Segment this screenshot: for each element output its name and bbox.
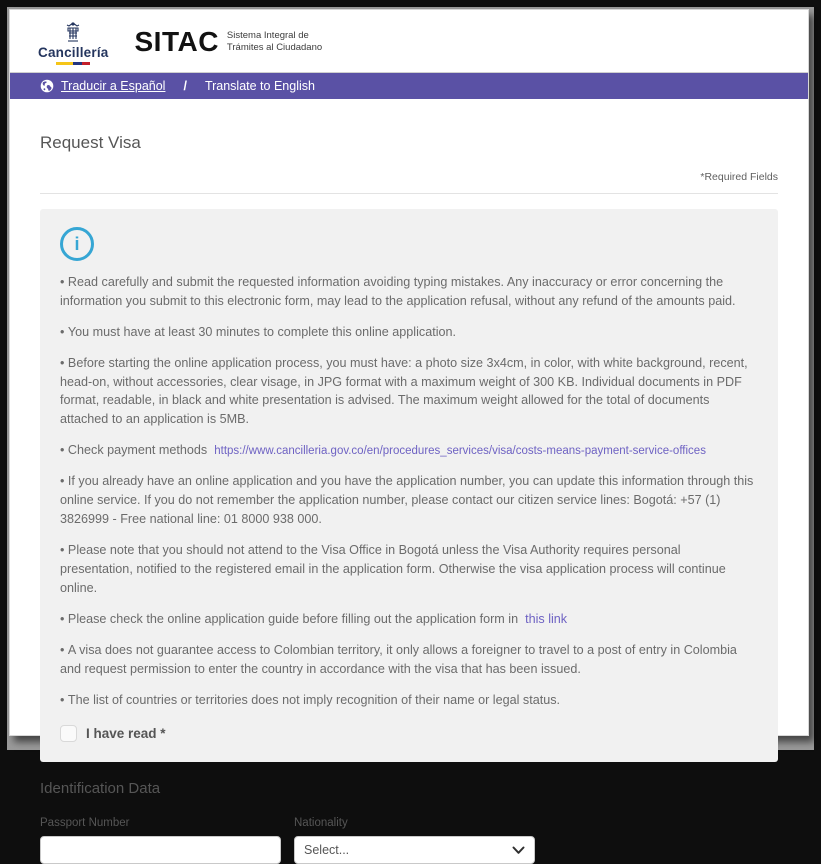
info-bullet: • Please note that you should not attend to the Visa Office in Bogotá unless the Visa Authority requires personal presentation, notified to the registered email in the application form. Otherwise the visa application process will continue online. xyxy=(58,541,756,598)
sitac-tagline: Sistema Integral de Trámites al Ciudadano xyxy=(226,29,323,53)
i-have-read-row xyxy=(60,725,756,742)
cancilleria-logo[interactable] xyxy=(38,20,109,65)
info-bullet-list xyxy=(58,273,756,709)
main-content xyxy=(10,133,808,864)
info-bullet: • A visa does not guarantee access to Colombian territory, it only allows a foreigner to travel to a post of entry in Colombia and request permission to enter the country in accordance with the visa that has been issued. xyxy=(58,641,756,679)
sitac-wordmark: SITAC xyxy=(134,26,219,57)
translate-separator: / xyxy=(183,79,187,93)
info-bullet: • Before starting the online application process, you must have: a photo size 3x4cm, in color, with white background, recent, head-on, without accessories, clear visage, in JPG format with a maximum weight of 300 KB. Individual documents in PDF format, readable, in black and white presentation is advised. The maximum weight allowed for the total of documents attached to an application is 5MB. xyxy=(58,354,756,430)
required-fields-note: *Required Fields xyxy=(700,171,778,183)
info-bullet: • The list of countries or territories does not imply recognition of their name or legal status. xyxy=(58,691,756,710)
translate-to-english-link[interactable]: Translate to English xyxy=(204,79,315,93)
passport-number-input[interactable] xyxy=(40,836,281,864)
info-bullet: • Check payment methods https://www.cancilleria.gov.co/en/procedures_services/visa/costs-means-payment-service-offices xyxy=(58,441,756,460)
info-bullet: • Read carefully and submit the requested information avoiding typing mistakes. Any inaccuracy or error concerning the information you submit to this electronic form, may lead to the application refusal, without any refund of the amounts paid. xyxy=(58,273,756,311)
visa-request-page xyxy=(9,9,809,858)
i-have-read-checkbox[interactable] xyxy=(60,725,77,742)
identification-form-row xyxy=(40,817,778,864)
passport-number-label: Passport Number xyxy=(40,817,130,830)
nationality-label: Nationality xyxy=(294,817,348,830)
payment-methods-link[interactable]: https://www.cancilleria.gov.co/en/procedures_services/visa/costs-means-payment-service-offices xyxy=(214,445,706,458)
info-bullet: • If you already have an online application and you have the application number, you can update this information through this online service. If you do not remember the application number, please contact our citizen service lines: Bogotá: +57 (1) 3826999 - Free national line: 01 8000 938 000. xyxy=(58,472,756,529)
chevron-down-icon xyxy=(512,846,525,855)
application-guide-link[interactable]: this link xyxy=(525,611,568,626)
i-have-read-label: I have read * xyxy=(86,726,166,742)
translate-to-spanish-link[interactable]: Traducir a Español xyxy=(61,79,166,93)
info-bullet: • You must have at least 30 minutes to complete this online application. xyxy=(58,323,756,342)
brand-name: Cancillería xyxy=(38,44,109,60)
nationality-field xyxy=(294,817,535,864)
page-title: Request Visa xyxy=(40,133,141,152)
translate-bar xyxy=(10,72,808,99)
passport-number-field xyxy=(40,817,281,864)
screenshot-backdrop xyxy=(7,7,814,858)
identification-data-heading: Identification Data xyxy=(40,780,161,798)
condor-crest-icon xyxy=(60,20,86,44)
info-panel xyxy=(40,209,778,762)
info-bullet: • Please check the online application guide before filling out the application form in this link xyxy=(58,610,756,629)
nationality-selected-value: Select... xyxy=(304,843,350,858)
nationality-select[interactable] xyxy=(294,836,535,864)
globe-icon xyxy=(40,79,54,93)
info-icon: i xyxy=(60,227,94,261)
site-header xyxy=(10,10,808,72)
sitac-logo xyxy=(135,26,323,58)
colombia-flag-stripe xyxy=(56,62,90,65)
title-divider xyxy=(40,193,778,194)
